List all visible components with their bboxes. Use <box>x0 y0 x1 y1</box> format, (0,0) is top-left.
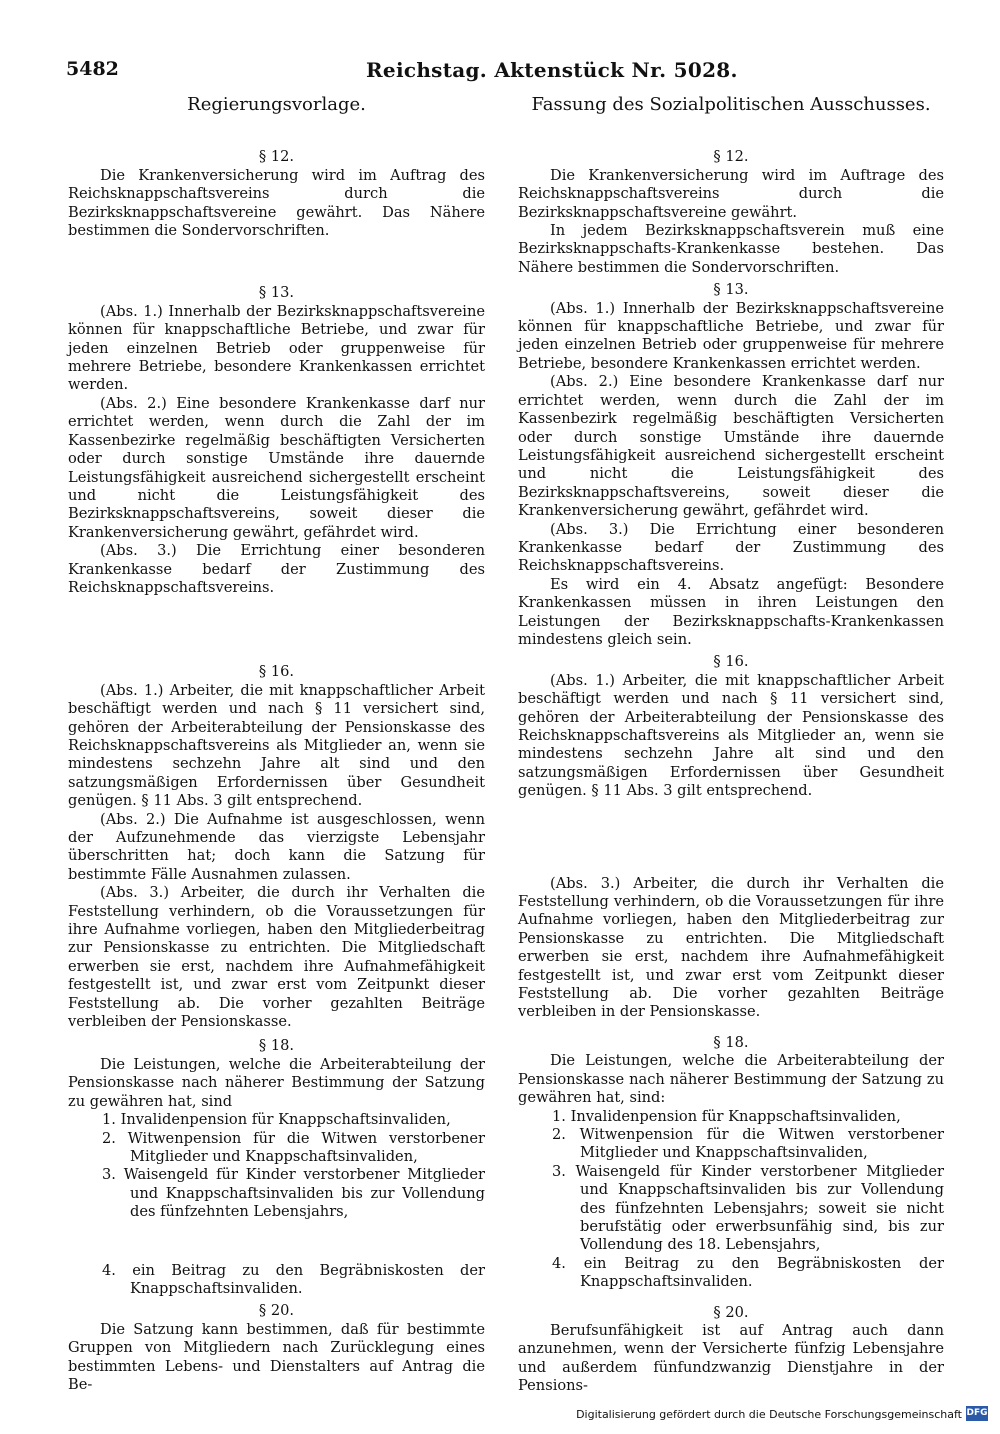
paragraph: Die Leistungen, welche die Arbeiterabteilung der Pensionskasse nach näherer Bestimmung der Satzung zu gewähren hat, sind <box>68 1055 485 1110</box>
right-section-13 <box>518 281 944 649</box>
list-item: 4. ein Beitrag zu den Begräbniskosten der Knappschaftsinvaliden. <box>552 1254 944 1291</box>
right-column <box>518 92 944 1396</box>
right-section-18 <box>518 1034 944 1292</box>
left-section-12 <box>68 148 485 240</box>
left-section-13 <box>68 284 485 597</box>
paragraph: Es wird ein 4. Absatz angefügt: Besondere Krankenkassen müssen in ihren Leistungen den Leistungen der Bezirksknappschafts-Krankenkassen mindestens gleich sein. <box>518 575 944 648</box>
list-item: 1. Invalidenpension für Knappschaftsinvaliden, <box>102 1111 451 1129</box>
paragraph: (Abs. 1.) Arbeiter, die mit knappschaftlicher Arbeit beschäftigt werden und nach § 11 versichert sind, gehören der Arbeiterabteilung der Pensionskasse des Reichsknappschaftsvereins als Mitglieder an, wenn sie mindestens sechzehn Jahre alt sind und den satzungsmäßigen Erfordernissen über Gesundheit genügen. § 11 Abs. 3 gilt entsprechend. <box>68 681 485 810</box>
left-column <box>68 92 485 1394</box>
section-heading: § 12. <box>258 148 295 166</box>
paragraph: (Abs. 3.) Die Errichtung einer besonderen Krankenkasse bedarf der Zustimmung des Reichsknappschaftsvereins. <box>518 520 944 575</box>
paragraph: (Abs. 2.) Eine besondere Krankenkasse darf nur errichtet werden, wenn durch die Zahl der im Kassenbezirk regelmäßig beschäftigten Versicherten oder durch sonstige Umstände ihre dauernde Leistungsfähigkeit ausreichend sichergestellt erscheint und nicht die Leistungsfähigkeit des Bezirksknappschaftsvereins, soweit dieser die Krankenversicherung gewährt, gefährdet wird. <box>518 373 944 520</box>
list-item: 2. Witwenpension für die Witwen verstorbener Mitglieder und Knappschaftsinvaliden, <box>102 1129 485 1165</box>
list-item: 1. Invalidenpension für Knappschaftsinvaliden, <box>552 1107 901 1125</box>
right-section-16 <box>518 653 944 1022</box>
paragraph: Berufsunfähigkeit ist auf Antrag auch dann anzunehmen, wenn der Versicherte fünfzig Lebensjahre und außerdem fünfundzwanzig Dienstjahre in der Pensions- <box>518 1321 944 1395</box>
list-item: 2. Witwenpension für die Witwen verstorbener Mitglieder und Knappschaftsinvaliden, <box>552 1125 944 1162</box>
left-column-title: Regierungsvorlage. <box>187 94 366 115</box>
section-heading: § 16. <box>258 663 295 681</box>
list-item: 3. Waisengeld für Kinder verstorbener Mitglieder und Knappschaftsinvaliden bis zur Vollendung des fünfzehnten Lebensjahrs, <box>102 1166 485 1221</box>
section-heading: § 18. <box>258 1037 295 1055</box>
paragraph: In jedem Bezirksknappschaftsverein muß eine Bezirksknappschafts-Krankenkasse bestehen. Das Nähere bestimmen die Sondervorschriften. <box>518 222 944 276</box>
right-section-12 <box>518 148 944 277</box>
list-item: 3. Waisengeld für Kinder verstorbener Mitglieder und Knappschaftsinvaliden bis zur Vollendung des fünfzehnten Lebensjahrs; soweit sie nicht berufstätig oder erwerbsunfähig sind, bis zur Vollendung des 18. Lebensjahrs, <box>552 1162 944 1254</box>
page-number: 5482 <box>66 58 119 80</box>
paragraph: (Abs. 1.) Innerhalb der Bezirksknappschaftsvereine können für knappschaftliche Betriebe, und zwar für jeden einzelnen Betrieb oder gruppenweise für mehrere Betriebe, besondere Krankenkassen errichtet werden. <box>68 302 485 394</box>
paragraph: (Abs. 2.) Die Aufnahme ist ausgeschlossen, wenn der Aufzunehmende das vierzigste Lebensjahr überschritten hat; doch kann die Satzung für bestimmte Fälle Ausnahmen zulassen. <box>68 810 485 883</box>
paragraph: Die Leistungen, welche die Arbeiterabteilung der Pensionskasse nach näherer Bestimmung der Satzung zu gewähren hat, sind: <box>518 1052 944 1107</box>
list-item: 4. ein Beitrag zu den Begräbniskosten der Knappschaftsinvaliden. <box>102 1261 485 1297</box>
section-heading: § 18. <box>713 1033 749 1051</box>
paragraph: Die Krankenversicherung wird im Auftrage des Reichsknappschaftsvereins durch die Bezirksknappschaftsvereine gewährt. <box>518 166 944 221</box>
right-column-title: Fassung des Sozialpolitischen Ausschusses. <box>531 94 931 115</box>
section-heading: § 16. <box>713 653 749 671</box>
left-section-20 <box>68 1302 485 1394</box>
section-heading: § 20. <box>258 1302 295 1320</box>
section-heading: § 13. <box>258 284 295 302</box>
page-header: Reichstag. Aktenstück Nr. 5028. <box>366 58 738 82</box>
section-heading: § 13. <box>713 281 749 299</box>
paragraph: (Abs. 3.) Arbeiter, die durch ihr Verhalten die Feststellung verhindern, ob die Voraussetzungen für ihre Aufnahme vorliegen, haben den Mitgliederbeitrag zur Pensionskasse zu entrichten. Die Mitgliedschaft erwerben sie erst, nachdem ihre Aufnahmefähigkeit festgestellt ist, und zwar erst vom Zeitpunkt dieser Feststellung ab. Die vorher gezahlten Beiträge verbleiben in der Pensionskasse. <box>518 874 944 1021</box>
paragraph: Die Satzung kann bestimmen, daß für bestimmte Gruppen von Mitgliedern nach Zurücklegung eines bestimmten Lebens- und Dienstalters auf Antrag die Be- <box>68 1320 485 1393</box>
left-section-18 <box>68 1037 485 1298</box>
paragraph: (Abs. 1.) Innerhalb der Bezirksknappschaftsvereine können für knappschaftliche Betriebe, und zwar für jeden einzelnen Betrieb oder gruppenweise für mehrere Betriebe, besondere Krankenkassen errichtet werden. <box>518 299 944 372</box>
section-heading: § 20. <box>713 1303 749 1321</box>
dfg-logo-icon: DFG <box>966 1406 988 1421</box>
section-heading: § 12. <box>713 148 749 166</box>
paragraph: (Abs. 3.) Die Errichtung einer besonderen Krankenkasse bedarf der Zustimmung des Reichsknappschaftsvereins. <box>68 542 485 596</box>
footer-credit: Digitalisierung gefördert durch die Deutsche Forschungsgemeinschaft <box>576 1408 962 1421</box>
paragraph: (Abs. 1.) Arbeiter, die mit knappschaftlicher Arbeit beschäftigt werden und nach § 11 versichert sind, gehören der Arbeiterabteilung der Pensionskasse des Reichsknappschaftsvereins als Mitglieder an, wenn sie mindestens sechzehn Jahre alt sind und den satzungsmäßigen Erfordernissen über Gesundheit genügen. § 11 Abs. 3 gilt entsprechend. <box>518 671 944 800</box>
paragraph: (Abs. 3.) Arbeiter, die durch ihr Verhalten die Feststellung verhindern, ob die Voraussetzungen für ihre Aufnahme vorliegen, haben den Mitgliederbeitrag zur Pensionskasse zu entrichten. Die Mitgliedschaft erwerben sie erst, nachdem ihre Aufnahmefähigkeit festgestellt ist, und zwar erst vom Zeitpunkt dieser Feststellung ab. Die vorher gezahlten Beiträge verbleiben der Pensionskasse. <box>68 884 485 1031</box>
paragraph: (Abs. 2.) Eine besondere Krankenkasse darf nur errichtet werden, wenn durch die Zahl der im Kassenbezirke regelmäßig beschäftigten Versicherten oder durch sonstige Umstände ihre dauernde Leistungsfähigkeit ausreichend sichergestellt erscheint und nicht die Leistungsfähigkeit des Bezirksknappschaftsvereins, soweit dieser die Krankenversicherung gewährt, gefährdet wird. <box>68 394 485 541</box>
left-section-16 <box>68 663 485 1031</box>
paragraph: Die Krankenversicherung wird im Auftrag des Reichsknappschaftsvereins durch die Bezirksknappschaftsvereine gewährt. Das Nähere bestimmen die Sondervorschriften. <box>68 166 485 240</box>
right-section-20 <box>518 1304 944 1396</box>
